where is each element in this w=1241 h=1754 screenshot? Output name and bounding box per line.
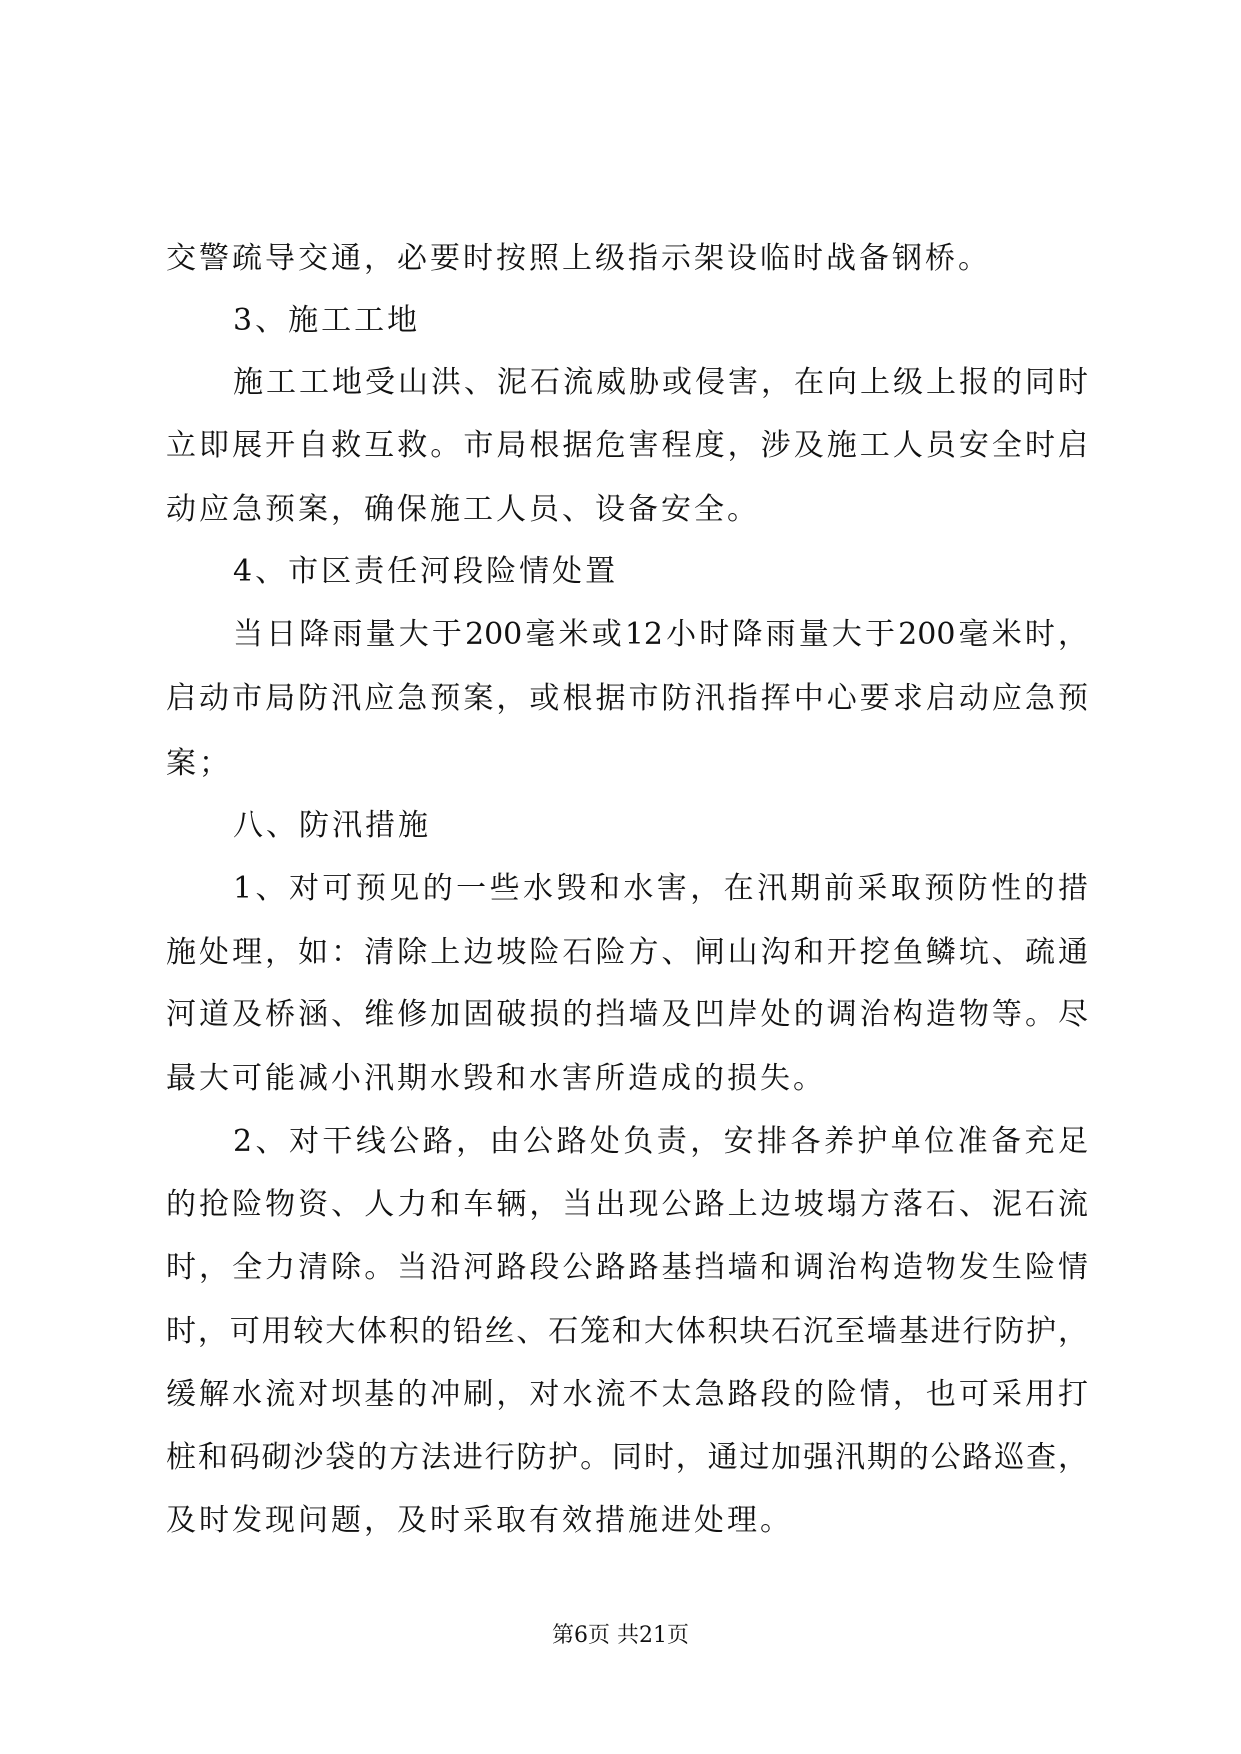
section-heading: 3、施工工地: [233, 303, 421, 338]
text-line: 时，可用较大体积的铅丝、石笼和大体积块石沉至墙基进行防护，: [166, 1314, 1088, 1349]
page-footer: 第6页 共21页: [552, 1623, 689, 1648]
text-line: 交警疏导交通，必要时按照上级指示架设临时战备钢桥。: [166, 241, 991, 276]
text-line: 缓解水流对坝基的冲刷，对水流不太急路段的险情，也可采用打: [166, 1377, 1088, 1412]
text-line: 时，全力清除。当沿河路段公路路基挡墙和调治构造物发生险情: [166, 1250, 1088, 1285]
section-heading: 八、防汛措施: [233, 808, 431, 843]
section-heading: 4、市区责任河段险情处置: [233, 554, 619, 589]
text-line: 施处理，如：清除上边坡险石险方、闸山沟和开挖鱼鳞坑、疏通: [166, 935, 1088, 970]
text-line: 启动市局防汛应急预案，或根据市防汛指挥中心要求启动应急预: [166, 681, 1088, 716]
text-line: 动应急预案，确保施工人员、设备安全。: [166, 492, 760, 527]
text-line: 案；: [166, 746, 232, 781]
text-line: 1、对可预见的一些水毁和水害，在汛期前采取预防性的措: [233, 871, 1088, 906]
text-line: 立即展开自救互救。市局根据危害程度，涉及施工人员安全时启: [166, 428, 1088, 463]
text-line: 最大可能减小汛期水毁和水害所造成的损失。: [166, 1061, 826, 1096]
text-line: 河道及桥涵、维修加固破损的挡墙及凹岸处的调治构造物等。尽: [166, 997, 1088, 1032]
text-line: 2、对干线公路，由公路处负责，安排各养护单位准备充足: [233, 1124, 1088, 1159]
text-line: 的抢险物资、人力和车辆，当出现公路上边坡塌方落石、泥石流: [166, 1187, 1088, 1222]
text-line: 施工工地受山洪、泥石流威胁或侵害，在向上级上报的同时: [233, 365, 1088, 400]
text-line: 当日降雨量大于200毫米或12小时降雨量大于200毫米时，: [233, 617, 1088, 652]
text-line: 桩和码砌沙袋的方法进行防护。同时，通过加强汛期的公路巡查，: [166, 1440, 1088, 1475]
text-line: 及时发现问题，及时采取有效措施进处理。: [166, 1503, 793, 1538]
